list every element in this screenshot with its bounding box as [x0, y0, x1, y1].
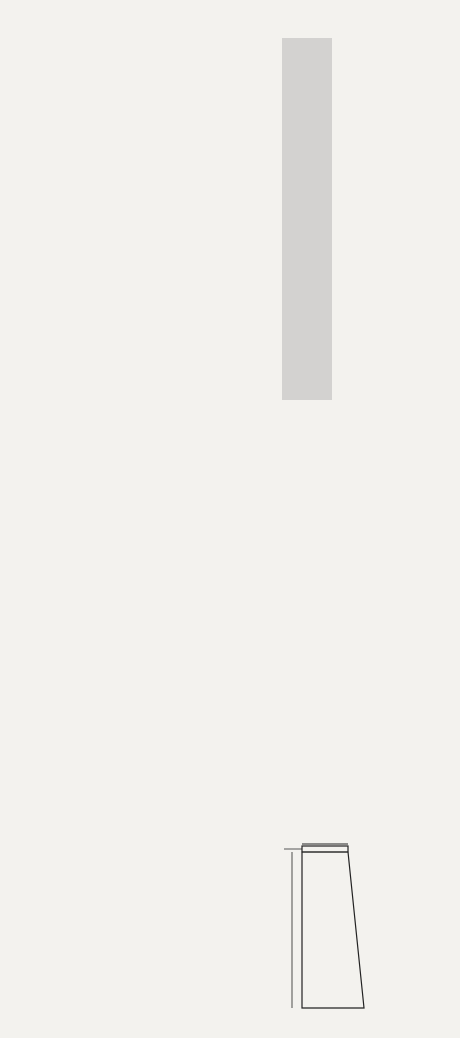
legend — [229, 424, 454, 432]
text-column — [5, 6, 220, 7]
ms-repeat-band — [282, 38, 332, 400]
waistband — [302, 846, 348, 852]
skirt-schematic — [262, 808, 372, 1033]
skirt-shape — [302, 852, 364, 1008]
crochet-chart — [222, 30, 450, 418]
